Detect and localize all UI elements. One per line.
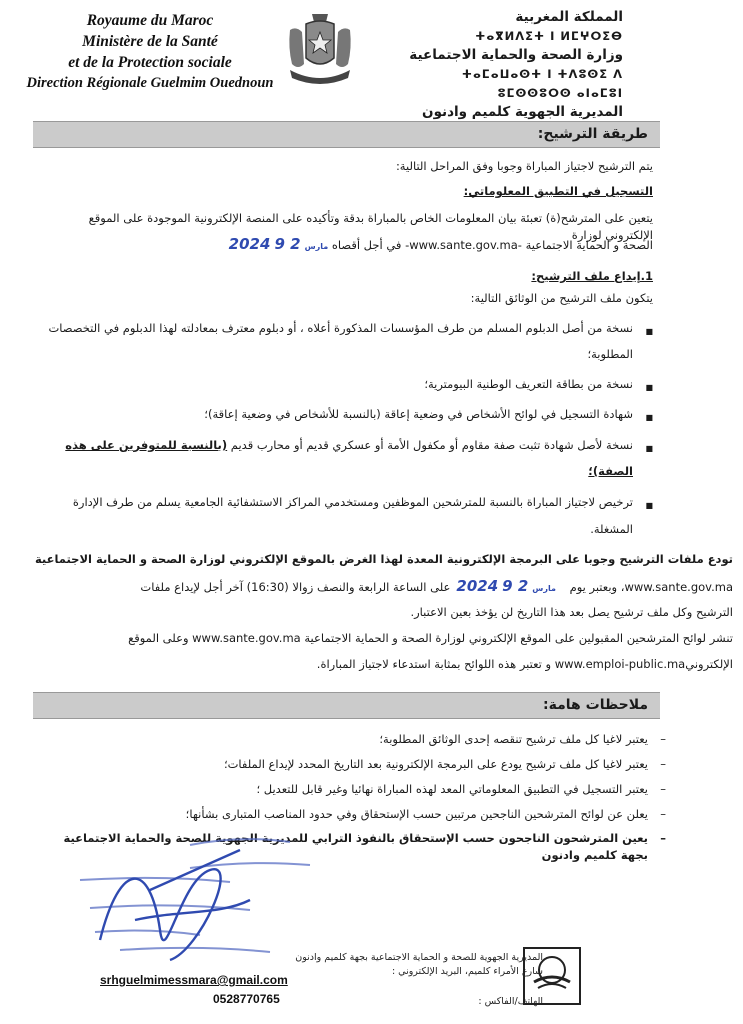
header-ar-kingdom: المملكة المغربية [515,9,623,25]
footer-line2: شارع الأمراء كلميم، البريد الإلكتروني : [391,966,543,977]
header-fr-line: Direction Régionale Guelmim Ouednoun [26,75,274,91]
deposit-text-line1: تودع ملفات الترشيح وجوبا على البرمجة الإلكترونية المعدة لهذا الغرض بالموقع الإلكتروني لوزارة الصحة و الحماية الاجتماعية [34,552,733,566]
contact-phone: 0528770765 [213,992,280,1006]
section-title: طريقة الترشيح: [537,126,648,142]
note-item: – يعتبر لاغيا كل ملف ترشيح تنقصه إحدى الوثائق المطلوبة؛ [48,731,648,748]
footer-line3: الهاتف/الفاكس : [478,996,543,1007]
note-item: – يعتبر لاغيا كل ملف ترشيح يودع على البرمجة الإلكترونية بعد التاريخ المحدد لإيداع الملفات؛ [48,756,648,773]
deposit-2a: www.sante.gov.ma، وبعتبر يوم [569,580,733,594]
date-year: 2024 [228,235,271,253]
file-intro: يتكون ملف الترشيح من الوثائق التالية: [470,291,653,305]
doc-item-id-card: ■ نسخة من بطاقة التعريف الوطنية البيومترية؛ [33,376,633,393]
deposit-date-stamp [456,577,560,595]
registration-subtitle: التسجيل في التطبيق المعلوماتي: [463,184,653,198]
section-title-band [33,121,660,148]
header-tifinagh-kingdom: ⵜⴰⴳⵍⴷⵉⵜ ⵏ ⵍⵎⵖⵔⵉⴱ [475,29,623,43]
intro-text: يتم الترشيح لاجتياز المباراة وجوبا وفق المراحل التالية: [395,159,653,173]
date-month: مارس [304,242,329,251]
header-arabic [383,8,623,122]
note-item: – يعتبر التسجيل في التطبيق المعلوماتي المعد لهذه المباراة نهائيا وغير قابل للتعديل ؛ [48,781,648,798]
registration-deadline-line [43,236,653,255]
doc-item-authorization-cont: المشغلة. [590,522,633,536]
deadline-date-stamp [228,235,329,253]
doc-item-veteran [33,437,633,454]
header-ar-ministry: وزارة الصحة والحماية الاجتماعية [409,47,623,63]
coat-of-arms-icon [282,8,358,88]
header-ar-direction: المديرية الجهوية كلميم وادنون [422,104,623,120]
doc4-text: نسخة لأصل شهادة تثبت صفة مقاوم أو مكفول الأمة أو عسكري قديم أو محارب قديم [230,438,633,452]
contact-email[interactable]: srhguelmimessmara@gmail.com [100,973,288,987]
header-tifinagh-ministry: ⵜⴰⵎⴰⵡⴰⵙⵜ ⵏ ⵜⴷⵓⵙⵉ ⴷ ⵓⵎⵙⵙⵓⵔⵙ ⴰⵏⴰⵎⵓⵏ [461,67,623,100]
notes-title: ملاحظات هامة: [543,697,648,713]
header-fr-line: Royaume du Maroc [86,12,214,29]
note-item: – يعين المترشحون الناجحون حسب الإستحقاق بالنفوذ الترابي للمديرية الجهوية للصحة والحماية الاجتماعية بجهة كلميم وادنون [48,830,648,864]
file-subtitle: 1.إيداع ملف الترشيح: [531,269,653,283]
registration-text-line: يتعين على المترشح(ة) تعبئة بيان المعلومات الخاص بالمباراة بدقة وتأكيده على المنصة الإلكترونية الموجودة على الموقع الإلكتروني لوزارة [88,211,653,242]
header-fr-line: Ministère de la Santé [82,33,218,50]
doc-item-diploma-cont: المطلوبة؛ [587,347,633,361]
doc-item-authorization: ■ ترخيص لاجتياز المباراة بالنسبة للمترشحين الموظفين ومستخدمي المراكز الاستشفائية الجامعية يسلم من طرف الإدارة [33,494,633,511]
deposit-2b: على الساعة الرابعة والنصف زوالا (16:30) آخر أجل لإيداع ملفات [140,580,451,594]
notes-title-band [33,692,660,719]
publish-text-line1: تنشر لوائح المترشحين المقبولين على الموقع الإلكتروني لوزارة الصحة و الحماية الاجتماعية www.sante.gov.ma وعلى الموقع [128,631,733,645]
deposit-text-line2 [33,578,733,597]
date-month: مارس [532,584,556,593]
footer-line1: المديرية الجهوية للصحة و الحماية الاجتماعية بجهة كلميم وادنون [295,952,543,963]
date-day: 2 9 [274,235,301,253]
header-fr-line: et de la Protection sociale [68,54,232,71]
date-day: 2 9 [502,577,529,595]
header-french [0,10,300,94]
note-item: – يعلن عن لوائح المترشحين الناجحين مرتبين حسب الإستحقاق وفي حدود المناصب المتبارى بشأنها؛ [48,806,648,823]
deposit-text-line3: الترشيح وكل ملف ترشيح يصل بعد هذا التاريخ لن يؤخذ بعين الاعتبار. [410,605,733,619]
publish-text-line2: الإلكترونيwww.emploi-public.ma و تعتبر هذه اللوائح بمثابة استدعاء لاجتياز المباراة. [316,657,733,671]
doc4-condition-cont: الصفة)؛ [588,464,633,478]
doc4-condition: (بالنسبة للمتوفرين على هذه [65,438,228,452]
date-year: 2024 [456,577,499,595]
footer-address [295,951,543,1009]
doc-item-diploma: ■ نسخة من أصل الدبلوم المسلم من طرف المؤسسات المذكورة أعلاه ، أو دبلوم معترف بمعادلته لهذا الدبلوم في التخصصات [33,320,633,337]
doc-item-disability: ■ شهادة التسجيل في لوائح الأشخاص في وضعية إعاقة (بالنسبة للأشخاص في وضعية إعاقة)؛ [33,406,633,423]
registration-text-2: الصحة و الحماية الاجتماعية -www.sante.gov.ma- في أجل أقصاه [331,238,653,252]
